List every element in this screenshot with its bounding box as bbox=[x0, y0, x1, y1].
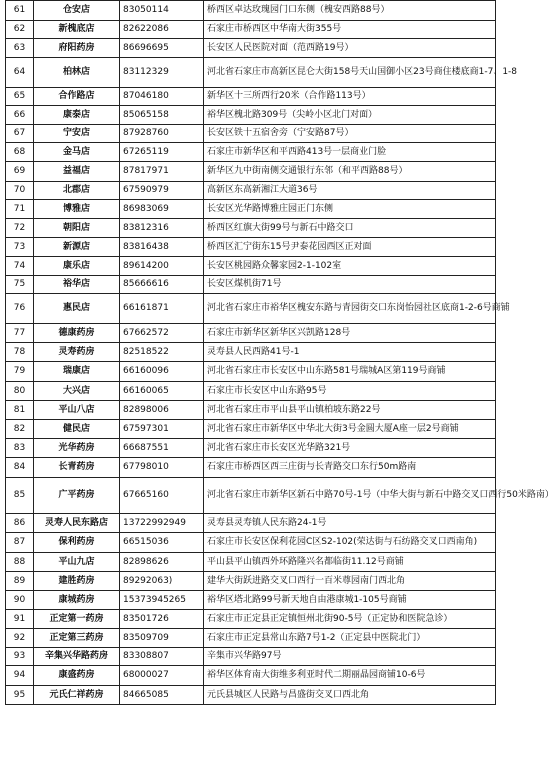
store-name: 正定第三药房 bbox=[34, 629, 120, 648]
store-phone: 67590979 bbox=[120, 182, 204, 200]
store-phone: 83501726 bbox=[120, 610, 204, 629]
store-phone: 82898626 bbox=[120, 553, 204, 572]
store-address: 石家庄市正定县正定镇恒州北街90-5号（正定协和医院急诊） bbox=[204, 610, 496, 629]
table-row bbox=[6, 439, 496, 458]
store-address: 石家庄市桥西区中华南大街355号 bbox=[204, 21, 496, 39]
row-number: 89 bbox=[6, 572, 34, 591]
table-row bbox=[6, 143, 496, 162]
store-table-body bbox=[6, 1, 554, 705]
table-row bbox=[6, 162, 496, 182]
table-row bbox=[6, 362, 496, 382]
table-row bbox=[6, 478, 496, 514]
store-name: 广平药房 bbox=[34, 478, 120, 514]
store-phone: 66160065 bbox=[120, 382, 204, 401]
table-row bbox=[6, 610, 496, 629]
table-row bbox=[6, 219, 496, 238]
row-number: 81 bbox=[6, 401, 34, 420]
table-row bbox=[6, 686, 496, 705]
row-number: 70 bbox=[6, 182, 34, 200]
row-number: 82 bbox=[6, 420, 34, 439]
row-number: 66 bbox=[6, 106, 34, 125]
row-number: 67 bbox=[6, 125, 34, 143]
store-name: 元氏仁祥药房 bbox=[34, 686, 120, 705]
row-number: 79 bbox=[6, 362, 34, 382]
store-address: 灵寿县灵寿镇人民东路24-1号 bbox=[204, 514, 496, 533]
store-name: 辛集兴华路药房 bbox=[34, 648, 120, 666]
store-phone: 83112329 bbox=[120, 58, 204, 88]
row-number: 94 bbox=[6, 666, 34, 686]
store-phone: 83509709 bbox=[120, 629, 204, 648]
store-address: 石家庄市新华区和平西路413号一层商业门脸 bbox=[204, 143, 496, 162]
store-name: 康城药房 bbox=[34, 591, 120, 610]
row-number: 86 bbox=[6, 514, 34, 533]
store-name: 康乐店 bbox=[34, 257, 120, 276]
store-address: 石家庄市长安区中山东路95号 bbox=[204, 382, 496, 401]
store-phone: 66160096 bbox=[120, 362, 204, 382]
row-number: 71 bbox=[6, 200, 34, 219]
store-phone: 66515036 bbox=[120, 533, 204, 553]
store-address: 河北省石家庄市裕华区槐安东路与青园街交口东岗怡园社区底商1-2-6号商铺 bbox=[204, 294, 496, 324]
store-phone: 89614200 bbox=[120, 257, 204, 276]
row-number: 88 bbox=[6, 553, 34, 572]
store-address: 裕华区体育南大街维多利亚时代二期丽晶园商铺10-6号 bbox=[204, 666, 496, 686]
store-name: 裕华店 bbox=[34, 276, 120, 294]
store-address: 河北省石家庄市长安区光华路321号 bbox=[204, 439, 496, 458]
store-phone: 82898006 bbox=[120, 401, 204, 420]
store-name: 新槐底店 bbox=[34, 21, 120, 39]
row-number: 80 bbox=[6, 382, 34, 401]
store-phone: 87046180 bbox=[120, 88, 204, 106]
store-name: 保利药房 bbox=[34, 533, 120, 553]
row-number: 83 bbox=[6, 439, 34, 458]
table-row bbox=[6, 648, 496, 666]
store-name: 府阳药房 bbox=[34, 39, 120, 58]
store-phone: 66161871 bbox=[120, 294, 204, 324]
store-table bbox=[5, 0, 554, 705]
store-phone: 84665085 bbox=[120, 686, 204, 705]
store-phone: 82622086 bbox=[120, 21, 204, 39]
store-phone: 83812316 bbox=[120, 219, 204, 238]
store-name: 正定第一药房 bbox=[34, 610, 120, 629]
store-phone: 89292063) bbox=[120, 572, 204, 591]
store-phone: 68000027 bbox=[120, 666, 204, 686]
row-number: 69 bbox=[6, 162, 34, 182]
table-row bbox=[6, 514, 496, 533]
store-phone: 83816438 bbox=[120, 238, 204, 257]
store-address: 长安区桃园路众馨家园2-1-102室 bbox=[204, 257, 496, 276]
store-address: 桥西区卓达玫瑰园门口东侧（槐安西路88号） bbox=[204, 1, 496, 21]
row-number: 72 bbox=[6, 219, 34, 238]
store-name: 宁安店 bbox=[34, 125, 120, 143]
store-name: 平山九店 bbox=[34, 553, 120, 572]
store-address: 长安区铁十五宿舍旁（宁安路87号） bbox=[204, 125, 496, 143]
store-name: 康盛药房 bbox=[34, 666, 120, 686]
table-row bbox=[6, 401, 496, 420]
row-number: 90 bbox=[6, 591, 34, 610]
store-name: 长青药房 bbox=[34, 458, 120, 478]
store-address: 石家庄市桥西区西三庄街与长青路交口东行50m路南 bbox=[204, 458, 496, 478]
store-name: 灵寿药房 bbox=[34, 343, 120, 362]
store-phone: 13722992949 bbox=[120, 514, 204, 533]
table-row bbox=[6, 294, 496, 324]
table-row bbox=[6, 420, 496, 439]
store-phone: 85065158 bbox=[120, 106, 204, 125]
store-phone: 67798010 bbox=[120, 458, 204, 478]
store-address: 裕华区槐北路309号（尖岭小区北门对面） bbox=[204, 106, 496, 125]
store-address: 河北省石家庄市新华区中华北大街3号金圆大厦A座一层2号商铺 bbox=[204, 420, 496, 439]
store-name: 建胜药房 bbox=[34, 572, 120, 591]
store-phone: 67265119 bbox=[120, 143, 204, 162]
store-phone: 15373945265 bbox=[120, 591, 204, 610]
store-name: 仓安店 bbox=[34, 1, 120, 21]
table-row bbox=[6, 106, 496, 125]
table-row bbox=[6, 238, 496, 257]
store-name: 益福店 bbox=[34, 162, 120, 182]
store-phone: 86696695 bbox=[120, 39, 204, 58]
store-address: 石家庄市长安区保利花园C区S2-102(荣达街与石纺路交叉口西南角) bbox=[204, 533, 496, 553]
table-row bbox=[6, 276, 496, 294]
row-number: 84 bbox=[6, 458, 34, 478]
table-row bbox=[6, 125, 496, 143]
row-number: 64 bbox=[6, 58, 34, 88]
store-address: 石家庄市正定县常山东路7号1-2（正定县中医院北门） bbox=[204, 629, 496, 648]
store-phone: 66687551 bbox=[120, 439, 204, 458]
store-phone: 86983069 bbox=[120, 200, 204, 219]
row-number: 85 bbox=[6, 478, 34, 514]
row-number: 77 bbox=[6, 324, 34, 343]
store-address: 长安区人民医院对面（范西路19号） bbox=[204, 39, 496, 58]
store-phone: 67665160 bbox=[120, 478, 204, 514]
row-number: 92 bbox=[6, 629, 34, 648]
row-number: 76 bbox=[6, 294, 34, 324]
store-name: 朝阳店 bbox=[34, 219, 120, 238]
store-phone: 83050114 bbox=[120, 1, 204, 21]
table-row bbox=[6, 257, 496, 276]
table-row bbox=[6, 200, 496, 219]
store-address: 元氏县城区人民路与昌盛街交叉口西北角 bbox=[204, 686, 496, 705]
store-address: 高新区东高新湘江大道36号 bbox=[204, 182, 496, 200]
row-number: 93 bbox=[6, 648, 34, 666]
store-address: 石家庄市新华区新华区兴凯路128号 bbox=[204, 324, 496, 343]
store-name: 大兴店 bbox=[34, 382, 120, 401]
table-row bbox=[6, 533, 496, 553]
row-number: 78 bbox=[6, 343, 34, 362]
store-name: 惠民店 bbox=[34, 294, 120, 324]
table-row bbox=[6, 629, 496, 648]
store-address: 桥西区红旗大街99号与新石中路交口 bbox=[204, 219, 496, 238]
store-name: 金马店 bbox=[34, 143, 120, 162]
table-row bbox=[6, 666, 496, 686]
store-name: 新源店 bbox=[34, 238, 120, 257]
table-row bbox=[6, 1, 496, 21]
store-address: 辛集市兴华路97号 bbox=[204, 648, 496, 666]
store-address: 长安区光华路博雅庄园正门东侧 bbox=[204, 200, 496, 219]
row-number: 62 bbox=[6, 21, 34, 39]
store-address: 河北省石家庄市长安区中山东路581号瑞城A区第119号商铺 bbox=[204, 362, 496, 382]
store-name: 北郡店 bbox=[34, 182, 120, 200]
table-row bbox=[6, 553, 496, 572]
table-row bbox=[6, 58, 496, 88]
row-number: 68 bbox=[6, 143, 34, 162]
table-row bbox=[6, 39, 496, 58]
row-number: 61 bbox=[6, 1, 34, 21]
store-address: 新华区十三所西行20米（合作路113号） bbox=[204, 88, 496, 106]
row-number: 91 bbox=[6, 610, 34, 629]
store-address: 灵寿县人民西路41号-1 bbox=[204, 343, 496, 362]
store-phone: 67597301 bbox=[120, 420, 204, 439]
store-name: 博雅店 bbox=[34, 200, 120, 219]
table-row bbox=[6, 382, 496, 401]
store-name: 光华药房 bbox=[34, 439, 120, 458]
store-phone: 82518522 bbox=[120, 343, 204, 362]
store-phone: 67662572 bbox=[120, 324, 204, 343]
store-name: 平山八店 bbox=[34, 401, 120, 420]
table-row bbox=[6, 324, 496, 343]
table-row bbox=[6, 572, 496, 591]
store-phone: 87817971 bbox=[120, 162, 204, 182]
table-row bbox=[6, 591, 496, 610]
table-row bbox=[6, 458, 496, 478]
store-address: 桥西区汇宁街东15号尹泰花园西区正对面 bbox=[204, 238, 496, 257]
store-name: 瑞康店 bbox=[34, 362, 120, 382]
row-number: 74 bbox=[6, 257, 34, 276]
store-address: 裕华区塔北路99号新天地自由港康城1-105号商铺 bbox=[204, 591, 496, 610]
row-number: 73 bbox=[6, 238, 34, 257]
store-address: 河北省石家庄市平山县平山镇柏坡东路22号 bbox=[204, 401, 496, 420]
table-row bbox=[6, 88, 496, 106]
store-phone: 87928760 bbox=[120, 125, 204, 143]
store-phone: 85666616 bbox=[120, 276, 204, 294]
store-address: 长安区煤机街71号 bbox=[204, 276, 496, 294]
row-number: 63 bbox=[6, 39, 34, 58]
store-address: 建华大街跃进路交叉口西行一百米尊园南门西北角 bbox=[204, 572, 496, 591]
store-address: 新华区九中街南侧交通银行东邻（和平西路88号） bbox=[204, 162, 496, 182]
row-number: 95 bbox=[6, 686, 34, 705]
store-name: 合作路店 bbox=[34, 88, 120, 106]
store-name: 灵寿人民东路店 bbox=[34, 514, 120, 533]
table-row bbox=[6, 21, 496, 39]
table-row bbox=[6, 182, 496, 200]
store-name: 柏林店 bbox=[34, 58, 120, 88]
row-number: 65 bbox=[6, 88, 34, 106]
store-address: 河北省石家庄市新华区新石中路70号-1号（中华大街与新石中路交叉口西行50米路南） bbox=[204, 478, 496, 514]
store-phone: 83308807 bbox=[120, 648, 204, 666]
store-name: 康泰店 bbox=[34, 106, 120, 125]
store-address: 河北省石家庄市高新区昆仑大街158号天山国御小区23号商住楼底商1-7、1-8 bbox=[204, 58, 496, 88]
store-name: 健民店 bbox=[34, 420, 120, 439]
table-row bbox=[6, 343, 496, 362]
store-name: 德康药房 bbox=[34, 324, 120, 343]
row-number: 87 bbox=[6, 533, 34, 553]
store-address: 平山县平山镇西外环路隆兴名都临街11.12号商铺 bbox=[204, 553, 496, 572]
row-number: 75 bbox=[6, 276, 34, 294]
